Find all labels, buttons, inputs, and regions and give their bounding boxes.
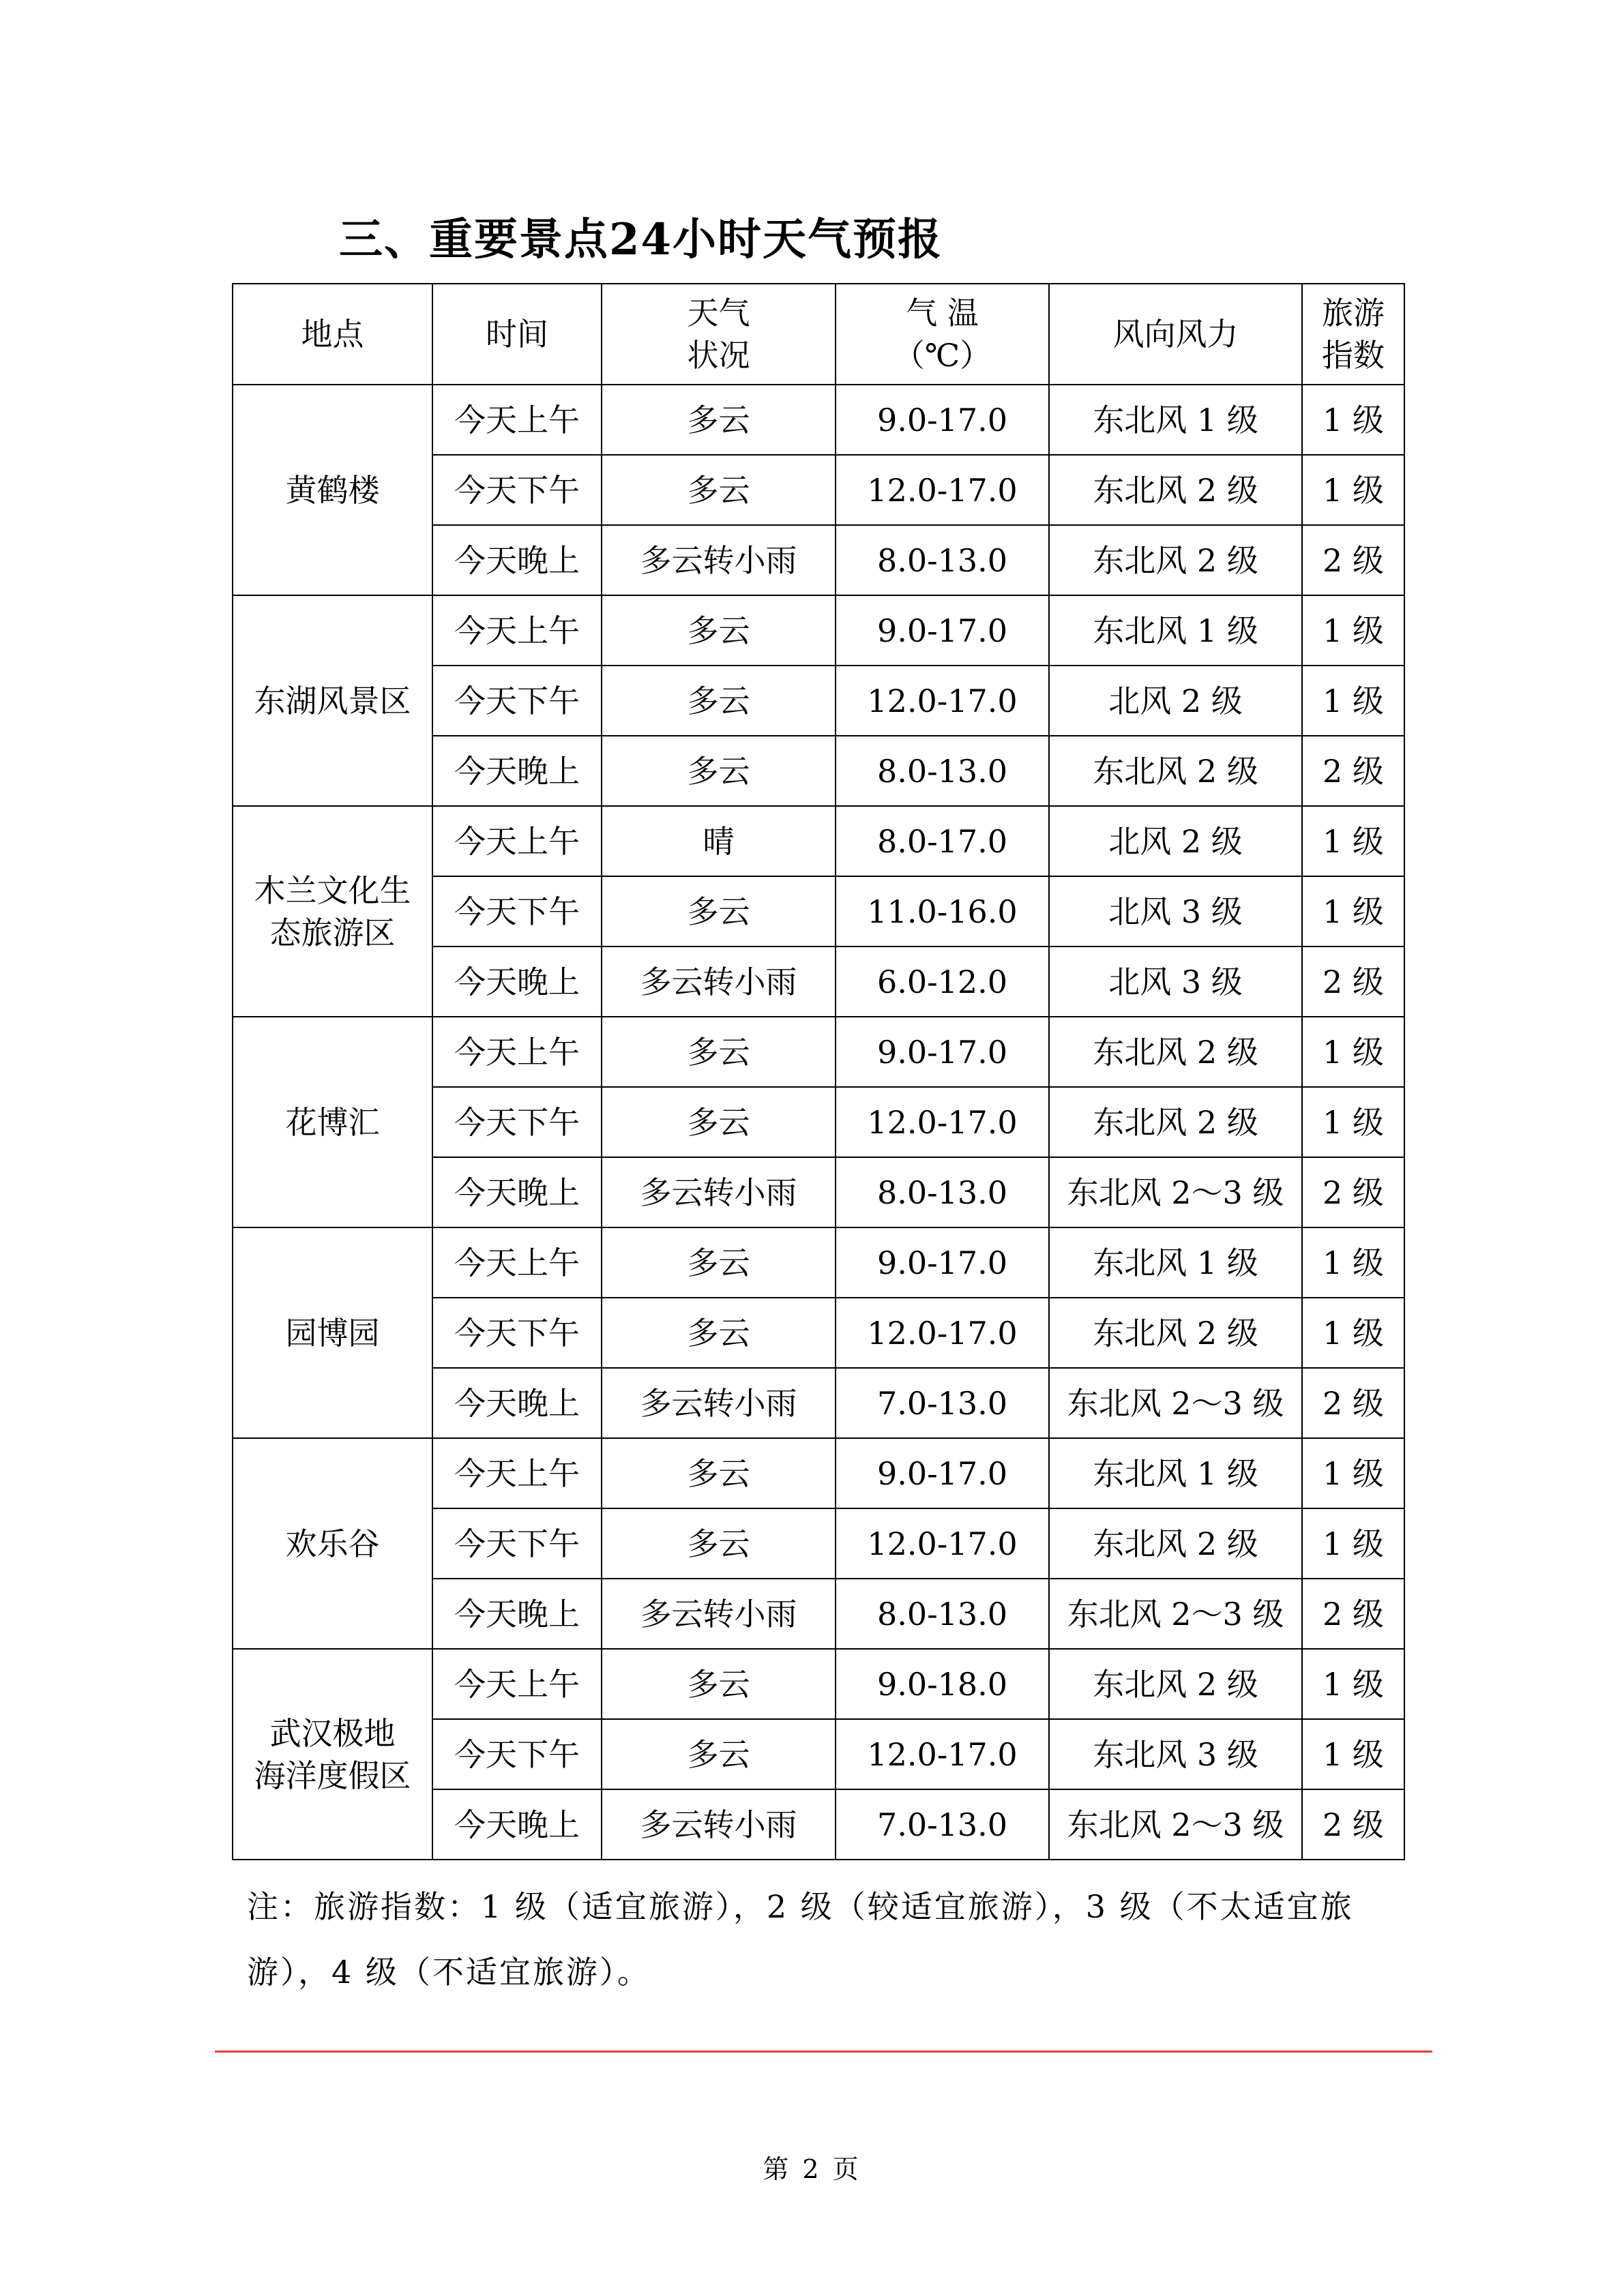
cell-location: [233, 1227, 432, 1438]
cell-wind: 东北风 2～3 级: [1049, 1789, 1302, 1860]
cell-weather: 多云: [602, 666, 836, 736]
cell-travel-index: 1 级: [1302, 1719, 1404, 1789]
cell-travel-index: 2 级: [1302, 1157, 1404, 1227]
location-line: 欢乐谷: [285, 1525, 380, 1562]
cell-weather: 多云: [602, 1508, 836, 1579]
cell-weather: 多云: [602, 1017, 836, 1087]
cell-weather: 多云: [602, 876, 836, 946]
cell-wind: 东北风 1 级: [1049, 595, 1302, 666]
cell-weather: 多云: [602, 1719, 836, 1789]
cell-time: 今天下午: [432, 1087, 602, 1157]
cell-temperature: 11.0-16.0: [836, 876, 1049, 946]
cell-wind: 北风 3 级: [1049, 876, 1302, 946]
cell-temperature: 12.0-17.0: [836, 1087, 1049, 1157]
cell-time: 今天下午: [432, 1508, 602, 1579]
cell-temperature: 8.0-17.0: [836, 806, 1049, 876]
cell-travel-index: 2 级: [1302, 736, 1404, 806]
cell-travel-index: 1 级: [1302, 1298, 1404, 1368]
cell-time: 今天上午: [432, 1649, 602, 1719]
cell-temperature: 9.0-17.0: [836, 1438, 1049, 1508]
cell-weather: 多云: [602, 1227, 836, 1298]
cell-travel-index: 1 级: [1302, 595, 1404, 666]
header-wind: 风向风力: [1049, 284, 1302, 385]
cell-location: [233, 1438, 432, 1649]
cell-travel-index: 2 级: [1302, 946, 1404, 1017]
cell-travel-index: 1 级: [1302, 666, 1404, 736]
cell-location: [233, 806, 432, 1017]
cell-wind: 东北风 1 级: [1049, 1227, 1302, 1298]
cell-weather: 多云: [602, 1438, 836, 1508]
cell-wind: 东北风 2 级: [1049, 525, 1302, 595]
header-temp-line2: （℃）: [893, 337, 992, 374]
location-line: 武汉极地: [269, 1714, 396, 1752]
cell-wind: 东北风 1 级: [1049, 385, 1302, 455]
cell-time: 今天上午: [432, 595, 602, 666]
note-text: 注：旅游指数：1 级（适宜旅游），2 级（较适宜旅游），3 级（不太适宜旅游），4 级（不适宜旅游）。: [247, 1888, 1354, 1991]
header-temp-line1: 气 温: [906, 295, 979, 331]
cell-time: 今天下午: [432, 1719, 602, 1789]
cell-wind: 东北风 2 级: [1049, 455, 1302, 525]
location-line: 园博园: [285, 1314, 380, 1352]
cell-location: [233, 385, 432, 595]
header-travel-index: [1302, 284, 1404, 385]
cell-wind: 北风 3 级: [1049, 946, 1302, 1017]
header-weather-line1: 天气: [687, 295, 750, 331]
table-row: [233, 1438, 1404, 1508]
cell-weather: 多云转小雨: [602, 1789, 836, 1860]
cell-time: 今天晚上: [432, 1157, 602, 1227]
cell-temperature: 8.0-13.0: [836, 1579, 1049, 1649]
cell-wind: 东北风 2～3 级: [1049, 1579, 1302, 1649]
cell-travel-index: 1 级: [1302, 1649, 1404, 1719]
table-header-row: [233, 284, 1404, 385]
cell-wind: 东北风 3 级: [1049, 1719, 1302, 1789]
cell-time: 今天下午: [432, 876, 602, 946]
header-index-line1: 旅游: [1322, 295, 1385, 331]
table-row: [233, 595, 1404, 666]
cell-time: 今天下午: [432, 455, 602, 525]
page-number: 第 2 页: [763, 2154, 861, 2184]
cell-weather: 多云转小雨: [602, 525, 836, 595]
table-body: [233, 385, 1404, 1860]
cell-weather: 晴: [602, 806, 836, 876]
cell-wind: 北风 2 级: [1049, 666, 1302, 736]
cell-location: [233, 595, 432, 806]
cell-temperature: 12.0-17.0: [836, 455, 1049, 525]
cell-weather: 多云转小雨: [602, 1157, 836, 1227]
cell-travel-index: 1 级: [1302, 1508, 1404, 1579]
table-row: [233, 1017, 1404, 1087]
cell-temperature: 8.0-13.0: [836, 525, 1049, 595]
cell-travel-index: 2 级: [1302, 1368, 1404, 1438]
cell-time: 今天上午: [432, 385, 602, 455]
cell-travel-index: 1 级: [1302, 385, 1404, 455]
cell-time: 今天上午: [432, 1017, 602, 1087]
cell-weather: 多云: [602, 736, 836, 806]
location-line: 态旅游区: [269, 914, 396, 951]
cell-time: 今天下午: [432, 666, 602, 736]
cell-temperature: 8.0-13.0: [836, 1157, 1049, 1227]
cell-temperature: 12.0-17.0: [836, 1508, 1049, 1579]
red-divider-line: [215, 2051, 1432, 2053]
table-row: [233, 1227, 1404, 1298]
cell-travel-index: 1 级: [1302, 876, 1404, 946]
cell-temperature: 12.0-17.0: [836, 1719, 1049, 1789]
cell-time: 今天下午: [432, 1298, 602, 1368]
header-location: 地点: [233, 284, 432, 385]
cell-weather: 多云: [602, 455, 836, 525]
cell-travel-index: 2 级: [1302, 525, 1404, 595]
header-index-line2: 指数: [1322, 337, 1385, 374]
cell-wind: 东北风 2 级: [1049, 1298, 1302, 1368]
cell-wind: 东北风 2～3 级: [1049, 1157, 1302, 1227]
cell-weather: 多云: [602, 1649, 836, 1719]
header-weather: [602, 284, 836, 385]
table-row: [233, 806, 1404, 876]
cell-wind: 东北风 2 级: [1049, 1649, 1302, 1719]
section-title: 三、重要景点24小时天气预报: [339, 214, 943, 265]
cell-wind: 东北风 2 级: [1049, 736, 1302, 806]
cell-temperature: 9.0-17.0: [836, 595, 1049, 666]
cell-temperature: 12.0-17.0: [836, 1298, 1049, 1368]
location-line: 木兰文化生: [254, 871, 411, 909]
cell-weather: 多云转小雨: [602, 1579, 836, 1649]
cell-wind: 东北风 2 级: [1049, 1087, 1302, 1157]
table-row: [233, 385, 1404, 455]
cell-wind: 东北风 1 级: [1049, 1438, 1302, 1508]
cell-time: 今天上午: [432, 1438, 602, 1508]
cell-travel-index: 1 级: [1302, 1017, 1404, 1087]
cell-temperature: 9.0-18.0: [836, 1649, 1049, 1719]
cell-travel-index: 1 级: [1302, 1227, 1404, 1298]
cell-temperature: 9.0-17.0: [836, 1017, 1049, 1087]
cell-time: 今天晚上: [432, 736, 602, 806]
location-line: 黄鹤楼: [285, 471, 380, 509]
weather-forecast-table: [232, 283, 1405, 1860]
cell-weather: 多云: [602, 1087, 836, 1157]
cell-temperature: 12.0-17.0: [836, 666, 1049, 736]
cell-travel-index: 2 级: [1302, 1579, 1404, 1649]
cell-travel-index: 1 级: [1302, 1087, 1404, 1157]
cell-time: 今天上午: [432, 1227, 602, 1298]
location-line: 东湖风景区: [254, 682, 411, 719]
cell-time: 今天晚上: [432, 525, 602, 595]
cell-wind: 东北风 2 级: [1049, 1017, 1302, 1087]
cell-weather: 多云: [602, 385, 836, 455]
cell-weather: 多云转小雨: [602, 946, 836, 1017]
cell-temperature: 9.0-17.0: [836, 385, 1049, 455]
header-time: 时间: [432, 284, 602, 385]
cell-temperature: 7.0-13.0: [836, 1368, 1049, 1438]
cell-travel-index: 2 级: [1302, 1789, 1404, 1860]
cell-wind: 东北风 2～3 级: [1049, 1368, 1302, 1438]
cell-weather: 多云: [602, 1298, 836, 1368]
cell-travel-index: 1 级: [1302, 1438, 1404, 1508]
cell-time: 今天晚上: [432, 1579, 602, 1649]
cell-temperature: 7.0-13.0: [836, 1789, 1049, 1860]
header-temperature: [836, 284, 1049, 385]
cell-location: [233, 1649, 432, 1860]
cell-temperature: 9.0-17.0: [836, 1227, 1049, 1298]
cell-location: [233, 1017, 432, 1227]
cell-weather: 多云: [602, 595, 836, 666]
cell-time: 今天晚上: [432, 1368, 602, 1438]
table-row: [233, 1649, 1404, 1719]
cell-travel-index: 1 级: [1302, 455, 1404, 525]
cell-time: 今天上午: [432, 806, 602, 876]
cell-temperature: 8.0-13.0: [836, 736, 1049, 806]
cell-time: 今天晚上: [432, 946, 602, 1017]
cell-weather: 多云转小雨: [602, 1368, 836, 1438]
location-line: 海洋度假区: [254, 1757, 411, 1794]
cell-temperature: 6.0-12.0: [836, 946, 1049, 1017]
cell-time: 今天晚上: [432, 1789, 602, 1860]
header-weather-line2: 状况: [687, 337, 750, 374]
location-line: 花博汇: [285, 1103, 380, 1141]
cell-travel-index: 1 级: [1302, 806, 1404, 876]
cell-wind: 东北风 2 级: [1049, 1508, 1302, 1579]
cell-wind: 北风 2 级: [1049, 806, 1302, 876]
